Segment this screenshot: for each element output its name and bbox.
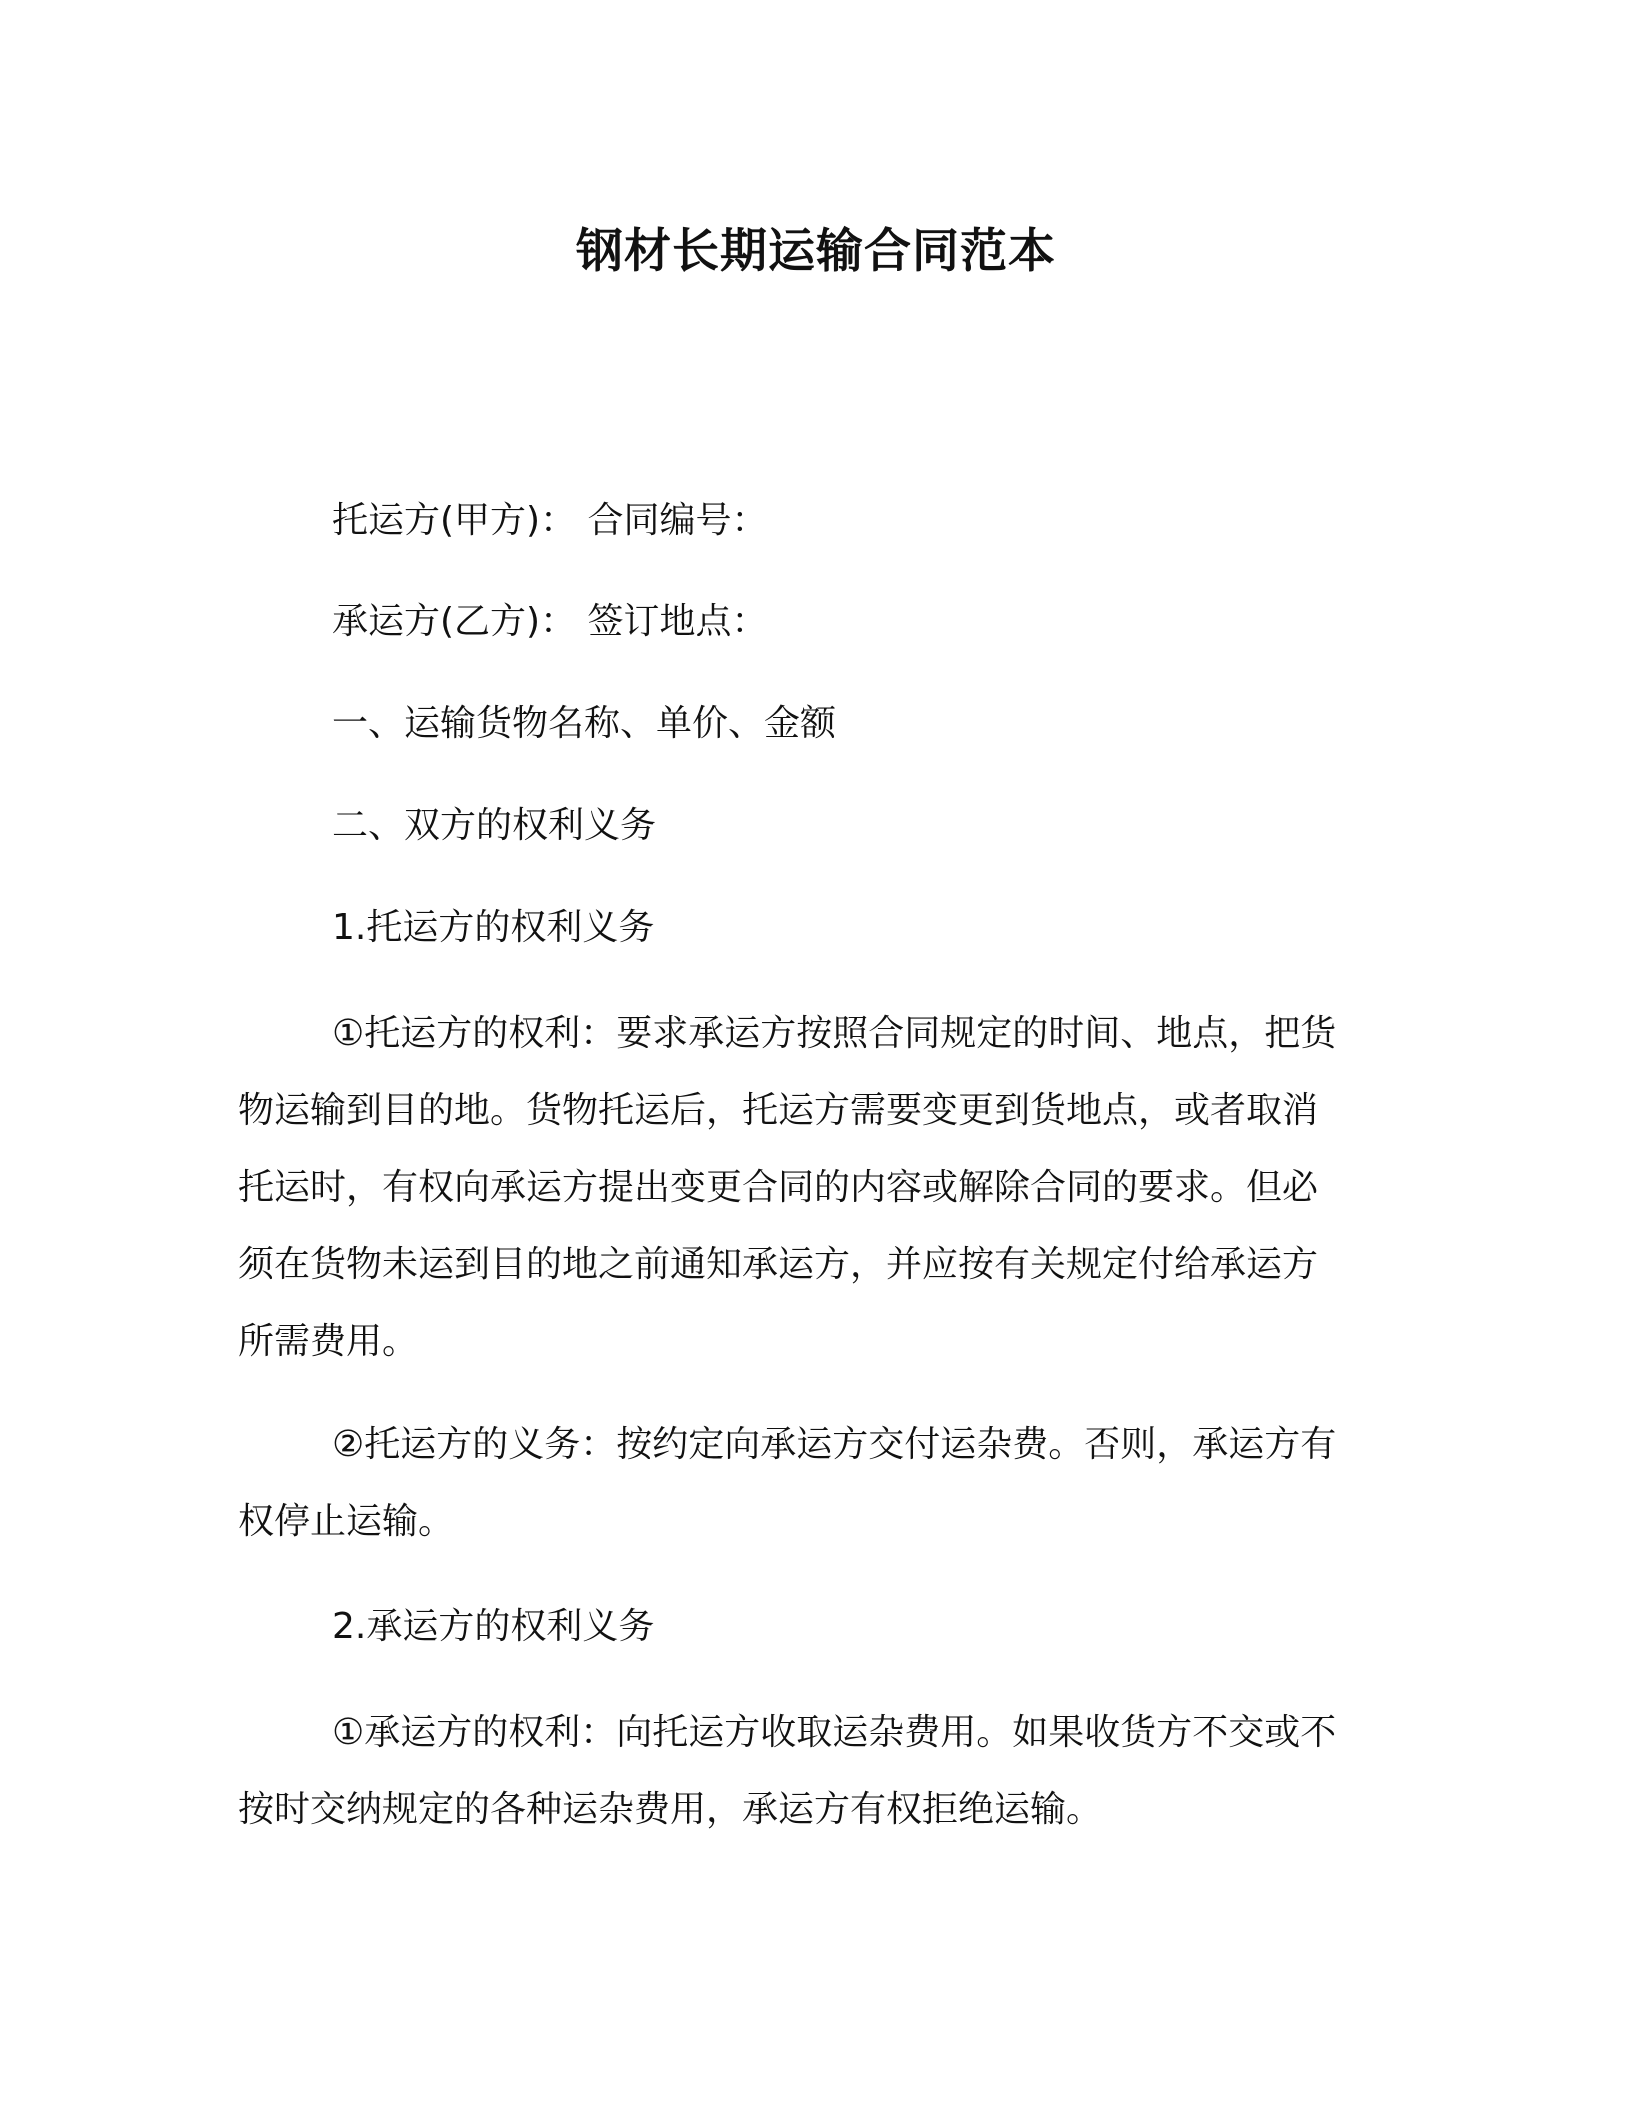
paragraph-line: ①托运方的权利：要求承运方按照合同规定的时间、地点，把货 — [332, 1013, 1337, 1054]
subsection-heading-carrier: 2.承运方的权利义务 — [332, 1606, 655, 1647]
paragraph-line: 物运输到目的地。货物托运后，托运方需要变更到货地点，或者取消 — [238, 1090, 1319, 1131]
paragraph-line: 按时交纳规定的各种运杂费用，承运方有权拒绝运输。 — [238, 1789, 1103, 1830]
document-title: 钢材长期运输合同范本 — [576, 224, 1056, 279]
paragraph-line: 权停止运输。 — [238, 1501, 455, 1542]
shipper-contract-number-line: 托运方(甲方)： 合同编号： — [332, 500, 768, 541]
paragraph-line: 所需费用。 — [238, 1321, 419, 1362]
subsection-heading-shipper: 1.托运方的权利义务 — [332, 907, 655, 948]
section-heading-goods: 一、运输货物名称、单价、金额 — [332, 703, 837, 744]
paragraph-line: 托运时，有权向承运方提出变更合同的内容或解除合同的要求。但必 — [238, 1167, 1319, 1208]
section-heading-rights-obligations: 二、双方的权利义务 — [332, 805, 657, 846]
paragraph-carrier-rights — [238, 1694, 1378, 1848]
paragraph-shipper-rights — [238, 995, 1378, 1380]
paragraph-line: 须在货物未运到目的地之前通知承运方，并应按有关规定付给承运方 — [238, 1244, 1319, 1285]
paragraph-line: ①承运方的权利：向托运方收取运杂费用。如果收货方不交或不 — [332, 1712, 1337, 1753]
paragraph-shipper-obligations — [238, 1406, 1378, 1560]
carrier-signing-place-line: 承运方(乙方)： 签订地点： — [332, 601, 768, 642]
paragraph-line: ②托运方的义务：按约定向承运方交付运杂费。否则，承运方有 — [332, 1424, 1337, 1465]
